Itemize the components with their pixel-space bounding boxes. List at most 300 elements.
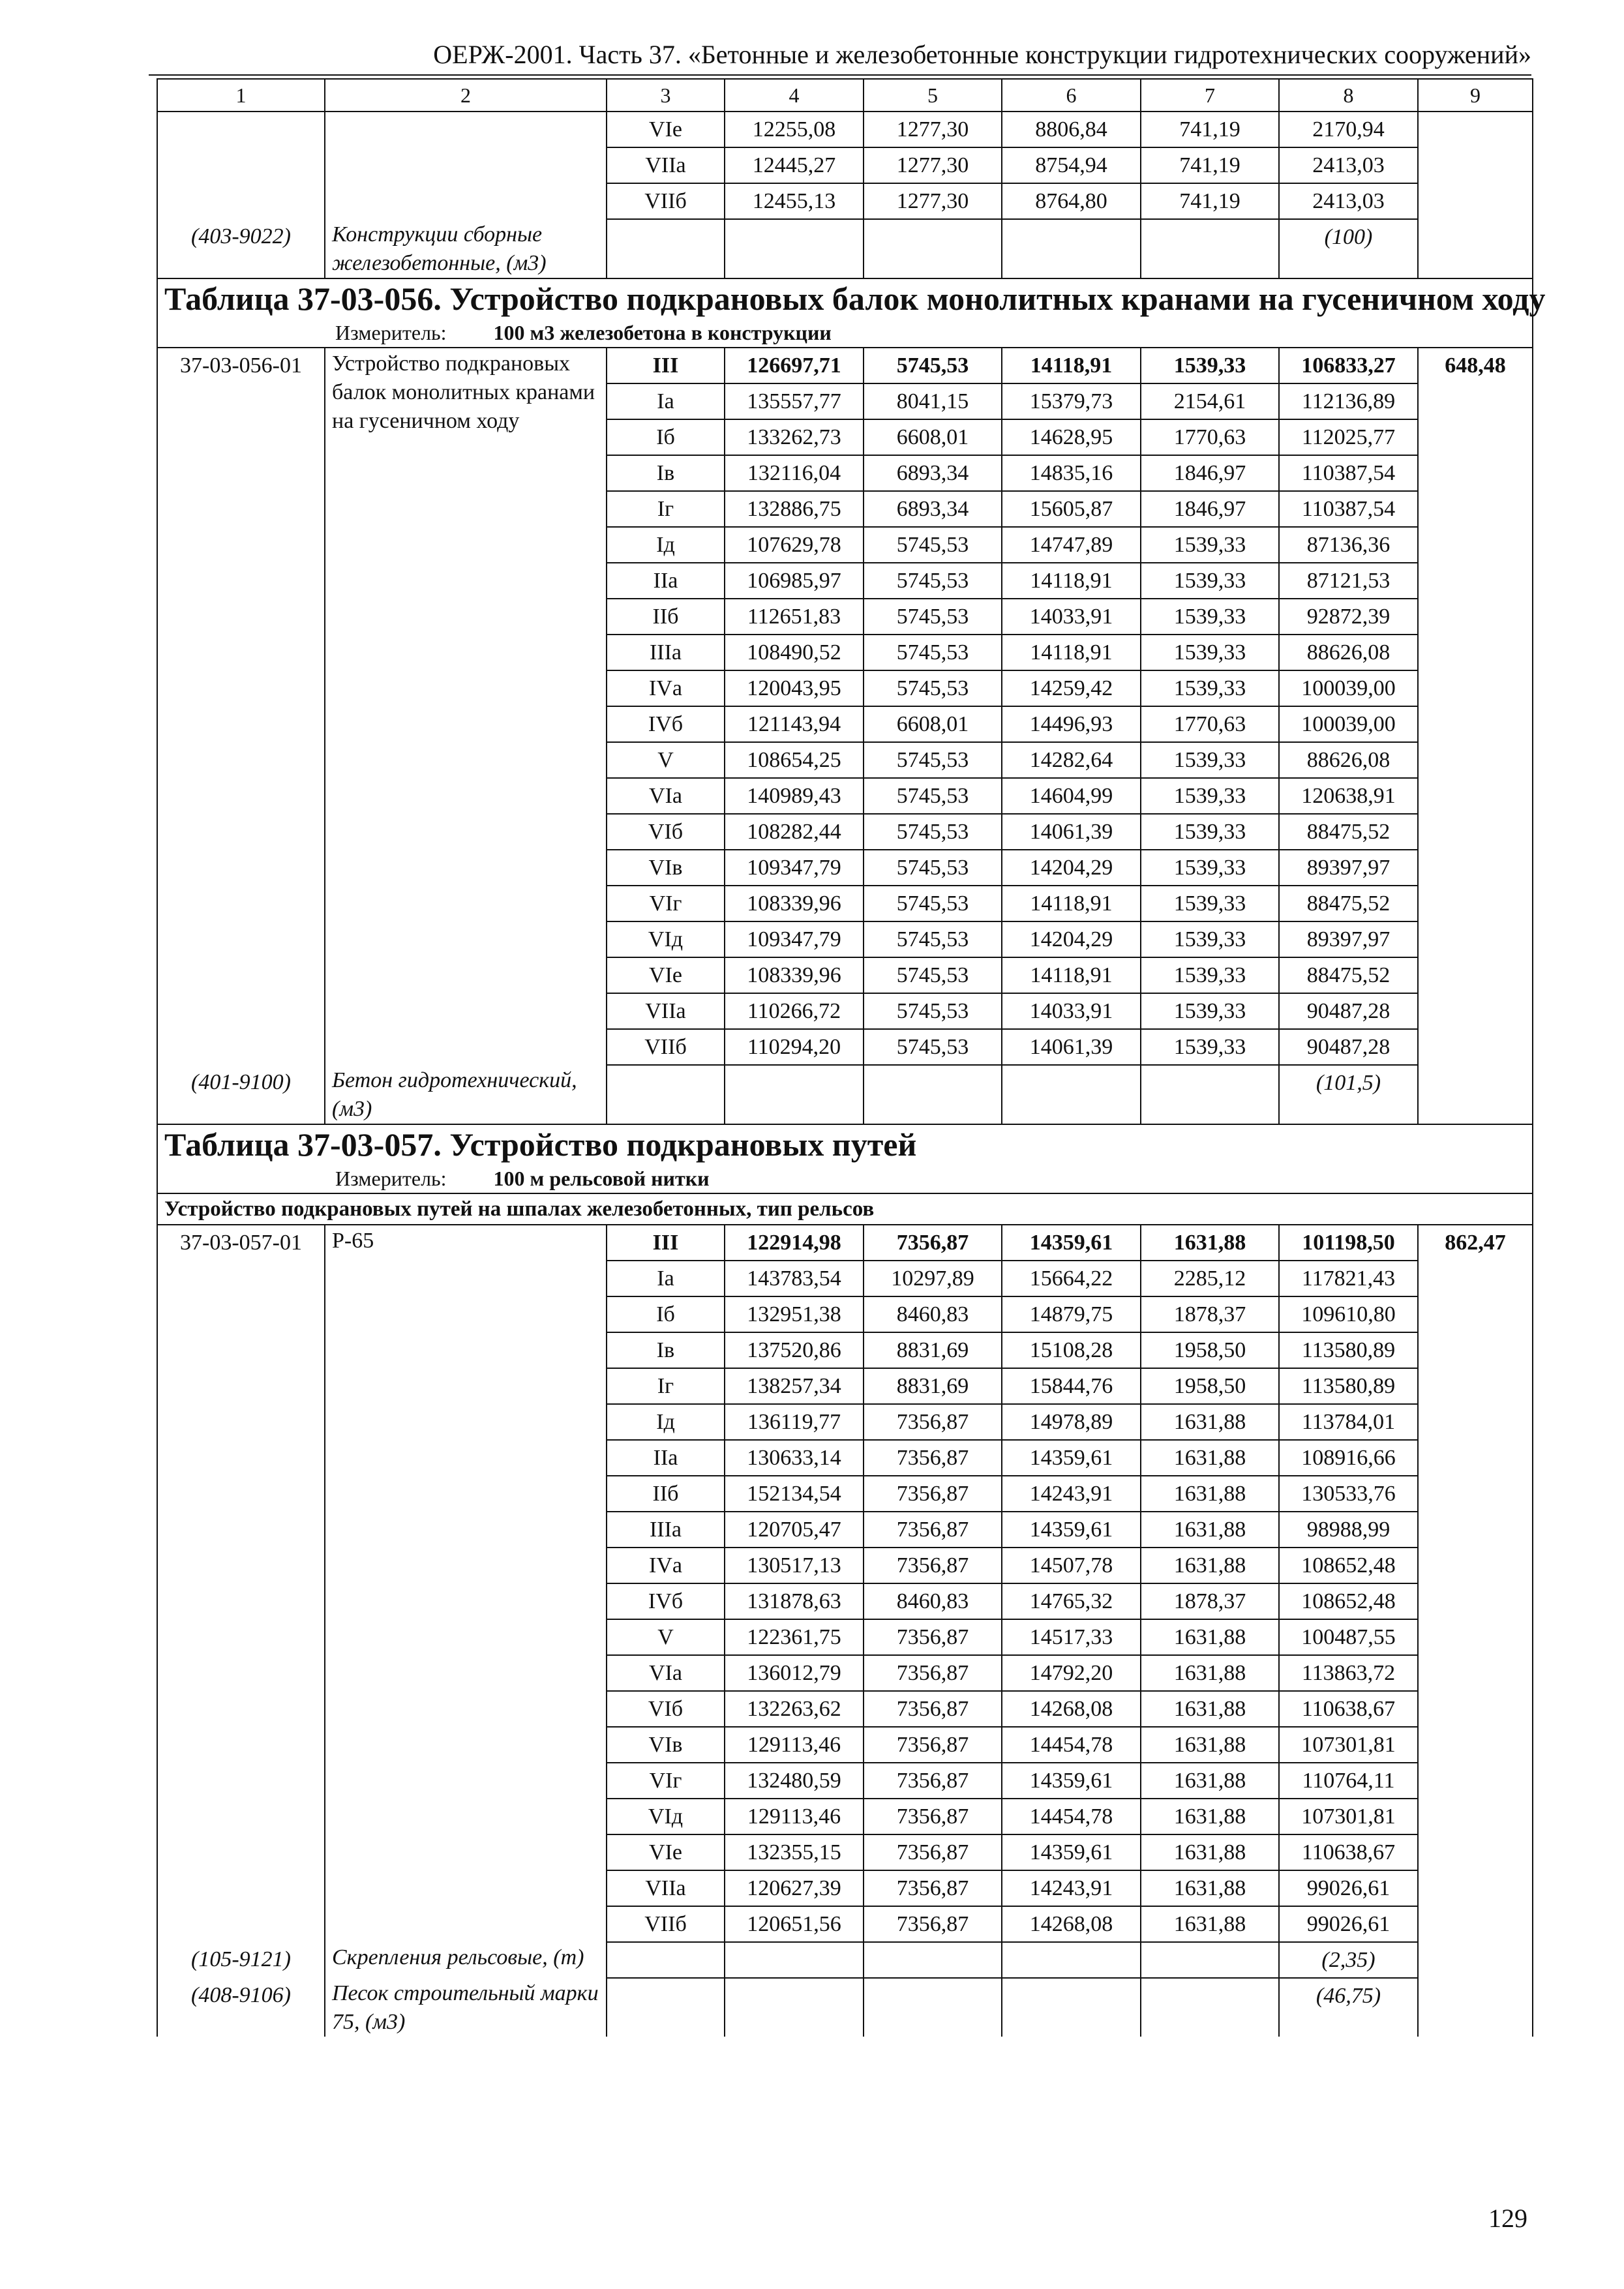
value-cell: 136012,79 (725, 1655, 864, 1691)
value-cell: 107301,81 (1279, 1799, 1418, 1834)
value-cell: 5745,53 (864, 348, 1002, 383)
value-cell: 6893,34 (864, 455, 1002, 491)
value-cell: 14359,61 (1002, 1440, 1141, 1476)
material-value: (101,5) (1279, 1065, 1418, 1124)
material-name (325, 1942, 607, 1978)
value-cell: 108339,96 (725, 957, 864, 993)
value-cell: 14061,39 (1002, 814, 1141, 850)
value-cell: 108339,96 (725, 886, 864, 921)
value-cell: 120651,56 (725, 1906, 864, 1942)
value-cell: 5745,53 (864, 635, 1002, 670)
value-cell: 14033,91 (1002, 599, 1141, 635)
value-cell: 1539,33 (1141, 563, 1279, 599)
value-cell: 120638,91 (1279, 778, 1418, 814)
value-cell: 6608,01 (864, 419, 1002, 455)
value-cell: 1631,88 (1141, 1476, 1279, 1512)
zone-cell: VIд (607, 921, 725, 957)
value-cell: 15605,87 (1002, 491, 1141, 527)
value-cell: 14243,91 (1002, 1476, 1141, 1512)
value-cell: 138257,34 (725, 1368, 864, 1404)
col9-value: 862,47 (1418, 1225, 1533, 2037)
table-title: Таблица 37-03-056. Устройство подкрановых балок монолитных кранами на гусеничном ходу (157, 278, 1533, 318)
value-cell: 6608,01 (864, 706, 1002, 742)
empty-cell (607, 1942, 725, 1978)
value-cell: 5745,53 (864, 957, 1002, 993)
value-cell: 129113,46 (725, 1799, 864, 1834)
value-cell: 5745,53 (864, 563, 1002, 599)
value-cell: 1539,33 (1141, 993, 1279, 1029)
value-cell: 106833,27 (1279, 348, 1418, 383)
value-cell: 7356,87 (864, 1870, 1002, 1906)
value-cell: 7356,87 (864, 1440, 1002, 1476)
value-cell: 1539,33 (1141, 348, 1279, 383)
code-cell: 37-03-057-01 (157, 1225, 325, 1942)
material-name-text: Песок строительный марки 75, (м3) (332, 1981, 599, 2034)
value-cell: 14517,33 (1002, 1619, 1141, 1655)
table-body (157, 79, 1546, 2037)
value-cell: 741,19 (1141, 147, 1279, 183)
value-cell: 143783,54 (725, 1261, 864, 1296)
value-cell: 14359,61 (1002, 1225, 1141, 1261)
value-cell: 14243,91 (1002, 1870, 1141, 1906)
value-cell: 1631,88 (1141, 1440, 1279, 1476)
value-cell: 2413,03 (1279, 183, 1418, 219)
value-cell: 14747,89 (1002, 527, 1141, 563)
value-cell: 120043,95 (725, 670, 864, 706)
value-cell: 12445,27 (725, 147, 864, 183)
value-cell: 5745,53 (864, 599, 1002, 635)
table-row (157, 112, 1533, 147)
material-code: (105-9121) (157, 1942, 325, 1978)
column-number: 2 (325, 79, 607, 112)
value-cell: 117821,43 (1279, 1261, 1418, 1296)
value-cell: 5745,53 (864, 886, 1002, 921)
value-cell: 2170,94 (1279, 112, 1418, 147)
value-cell: 8831,69 (864, 1368, 1002, 1404)
value-cell: 1631,88 (1141, 1799, 1279, 1834)
measure-value: 100 м рельсовой нитки (493, 1167, 710, 1190)
value-cell: 88475,52 (1279, 957, 1418, 993)
value-cell: 88626,08 (1279, 742, 1418, 778)
description-cell (325, 183, 607, 219)
value-cell: 112651,83 (725, 599, 864, 635)
value-cell: 100039,00 (1279, 706, 1418, 742)
value-cell: 15108,28 (1002, 1332, 1141, 1368)
value-cell: 1631,88 (1141, 1727, 1279, 1763)
description-cell (325, 1225, 607, 1942)
value-cell: 88475,52 (1279, 886, 1418, 921)
material-value: (2,35) (1279, 1942, 1418, 1978)
value-cell: 130533,76 (1279, 1476, 1418, 1512)
value-cell: 5745,53 (864, 850, 1002, 886)
value-cell: 7356,87 (864, 1512, 1002, 1548)
value-cell: 108916,66 (1279, 1440, 1418, 1476)
value-cell: 120705,47 (725, 1512, 864, 1548)
value-cell: 1539,33 (1141, 1029, 1279, 1065)
value-cell: 98988,99 (1279, 1512, 1418, 1548)
value-cell: 14204,29 (1002, 921, 1141, 957)
zone-cell: VIг (607, 1763, 725, 1799)
value-cell: 15844,76 (1002, 1368, 1141, 1404)
value-cell: 1878,37 (1141, 1296, 1279, 1332)
value-cell: 1878,37 (1141, 1583, 1279, 1619)
value-cell: 7356,87 (864, 1727, 1002, 1763)
value-cell: 99026,61 (1279, 1906, 1418, 1942)
value-cell: 1539,33 (1141, 670, 1279, 706)
column-number: 6 (1002, 79, 1141, 112)
column-number: 4 (725, 79, 864, 112)
empty-cell (607, 1978, 725, 2037)
zone-cell: VIе (607, 1834, 725, 1870)
empty-cell (607, 219, 725, 278)
material-row (157, 1065, 1533, 1124)
zone-cell: VIд (607, 1799, 725, 1834)
measure-cell (157, 1164, 1533, 1193)
value-cell: 87121,53 (1279, 563, 1418, 599)
value-cell: 1770,63 (1141, 706, 1279, 742)
page-header: ОЕРЖ-2001. Часть 37. «Бетонные и железобетонные конструкции гидротехнических сооружений» (433, 40, 1531, 69)
zone-cell: VIIа (607, 993, 725, 1029)
value-cell: 1539,33 (1141, 635, 1279, 670)
zone-cell: Iг (607, 1368, 725, 1404)
value-cell: 10297,89 (864, 1261, 1002, 1296)
zone-cell: VIб (607, 814, 725, 850)
value-cell: 14978,89 (1002, 1404, 1141, 1440)
value-cell: 1539,33 (1141, 599, 1279, 635)
material-code: (408-9106) (157, 1978, 325, 2037)
value-cell: 1631,88 (1141, 1404, 1279, 1440)
value-cell: 136119,77 (725, 1404, 864, 1440)
zone-cell: Iг (607, 491, 725, 527)
material-value: (100) (1279, 219, 1418, 278)
value-cell: 5745,53 (864, 921, 1002, 957)
empty-cell (864, 1065, 1002, 1124)
value-cell: 1539,33 (1141, 886, 1279, 921)
table-row (157, 183, 1533, 219)
material-row (157, 219, 1533, 278)
code-cell (157, 112, 325, 147)
material-name-text: Конструкции сборные железобетонные, (м3) (332, 222, 547, 275)
value-cell: 1631,88 (1141, 1906, 1279, 1942)
header-rule (149, 74, 1531, 76)
value-cell: 110764,11 (1279, 1763, 1418, 1799)
zone-cell: VIIа (607, 1870, 725, 1906)
page-number: 129 (1488, 2204, 1527, 2233)
zone-cell: III (607, 1225, 725, 1261)
value-cell: 14604,99 (1002, 778, 1141, 814)
value-cell: 8764,80 (1002, 183, 1141, 219)
zone-cell: VIв (607, 850, 725, 886)
material-row (157, 1942, 1533, 1978)
value-cell: 1277,30 (864, 183, 1002, 219)
value-cell: 14359,61 (1002, 1834, 1141, 1870)
value-cell: 109347,79 (725, 921, 864, 957)
measure-row (157, 318, 1533, 348)
value-cell: 1770,63 (1141, 419, 1279, 455)
value-cell: 132355,15 (725, 1834, 864, 1870)
value-cell: 1631,88 (1141, 1512, 1279, 1548)
value-cell: 135557,77 (725, 383, 864, 419)
value-cell: 1631,88 (1141, 1548, 1279, 1583)
value-cell: 8806,84 (1002, 112, 1141, 147)
zone-cell: Iд (607, 527, 725, 563)
table-row (157, 1225, 1533, 1261)
value-cell: 113580,89 (1279, 1368, 1418, 1404)
empty-cell (1141, 219, 1279, 278)
zone-cell: V (607, 742, 725, 778)
value-cell: 132116,04 (725, 455, 864, 491)
value-cell: 8754,94 (1002, 147, 1141, 183)
value-cell: 132263,62 (725, 1691, 864, 1727)
description-text: Устройство подкрановых балок монолитных кранами на гусеничном ходу (332, 352, 595, 433)
value-cell: 5745,53 (864, 1029, 1002, 1065)
value-cell: 7356,87 (864, 1834, 1002, 1870)
value-cell: 101198,50 (1279, 1225, 1418, 1261)
value-cell: 88626,08 (1279, 635, 1418, 670)
value-cell: 8460,83 (864, 1296, 1002, 1332)
material-value: (46,75) (1279, 1978, 1418, 2037)
value-cell: 87136,36 (1279, 527, 1418, 563)
empty-cell (864, 1978, 1002, 2037)
value-cell: 2285,12 (1141, 1261, 1279, 1296)
value-cell: 1958,50 (1141, 1368, 1279, 1404)
col9-cell (1418, 183, 1533, 219)
value-cell: 1631,88 (1141, 1225, 1279, 1261)
value-cell: 108654,25 (725, 742, 864, 778)
material-name (325, 1978, 607, 2037)
value-cell: 14835,16 (1002, 455, 1141, 491)
value-cell: 15379,73 (1002, 383, 1141, 419)
value-cell: 1539,33 (1141, 527, 1279, 563)
value-cell: 14061,39 (1002, 1029, 1141, 1065)
value-cell: 126697,71 (725, 348, 864, 383)
col9-cell (1418, 219, 1533, 278)
value-cell: 108652,48 (1279, 1548, 1418, 1583)
value-cell: 1539,33 (1141, 850, 1279, 886)
value-cell: 106985,97 (725, 563, 864, 599)
zone-cell: VIг (607, 886, 725, 921)
empty-cell (1002, 1978, 1141, 2037)
material-code: (401-9100) (157, 1065, 325, 1124)
zone-cell: VIIб (607, 1029, 725, 1065)
material-name (325, 219, 607, 278)
value-cell: 7356,87 (864, 1691, 1002, 1727)
value-cell: 108282,44 (725, 814, 864, 850)
empty-cell (1141, 1942, 1279, 1978)
value-cell: 110294,20 (725, 1029, 864, 1065)
zone-cell: VIв (607, 1727, 725, 1763)
zone-cell: IIб (607, 1476, 725, 1512)
value-cell: 133262,73 (725, 419, 864, 455)
value-cell: 7356,87 (864, 1763, 1002, 1799)
value-cell: 129113,46 (725, 1727, 864, 1763)
value-cell: 1631,88 (1141, 1691, 1279, 1727)
measure-value: 100 м3 железобетона в конструкции (493, 321, 832, 344)
zone-cell: IVа (607, 670, 725, 706)
value-cell: 741,19 (1141, 112, 1279, 147)
empty-cell (725, 1065, 864, 1124)
value-cell: 1539,33 (1141, 778, 1279, 814)
column-number: 1 (157, 79, 325, 112)
value-cell: 5745,53 (864, 670, 1002, 706)
zone-cell: IVб (607, 1583, 725, 1619)
description-cell (325, 348, 607, 1065)
value-cell: 112025,77 (1279, 419, 1418, 455)
value-cell: 5745,53 (864, 742, 1002, 778)
code-cell: 37-03-056-01 (157, 348, 325, 1065)
value-cell: 137520,86 (725, 1332, 864, 1368)
value-cell: 14268,08 (1002, 1691, 1141, 1727)
value-cell: 1846,97 (1141, 455, 1279, 491)
value-cell: 90487,28 (1279, 993, 1418, 1029)
zone-cell: VIIб (607, 1906, 725, 1942)
zone-cell: Iб (607, 419, 725, 455)
description-text: Р-65 (332, 1229, 374, 1253)
value-cell: 7356,87 (864, 1906, 1002, 1942)
empty-cell (864, 219, 1002, 278)
zone-cell: IIа (607, 563, 725, 599)
material-name-text: Бетон гидротехнический, (м3) (332, 1068, 577, 1121)
column-number: 5 (864, 79, 1002, 112)
value-cell: 14765,32 (1002, 1583, 1141, 1619)
value-cell: 1277,30 (864, 112, 1002, 147)
value-cell: 121143,94 (725, 706, 864, 742)
value-cell: 7356,87 (864, 1619, 1002, 1655)
value-cell: 8460,83 (864, 1583, 1002, 1619)
value-cell: 7356,87 (864, 1225, 1002, 1261)
empty-cell (1002, 1065, 1141, 1124)
value-cell: 132480,59 (725, 1763, 864, 1799)
value-cell: 1631,88 (1141, 1619, 1279, 1655)
zone-cell: Iв (607, 1332, 725, 1368)
table-title-row (157, 1124, 1533, 1164)
value-cell: 130633,14 (725, 1440, 864, 1476)
value-cell: 14118,91 (1002, 348, 1141, 383)
zone-cell: VIIб (607, 183, 725, 219)
value-cell: 1631,88 (1141, 1655, 1279, 1691)
value-cell: 110638,67 (1279, 1834, 1418, 1870)
value-cell: 14118,91 (1002, 957, 1141, 993)
material-name (325, 1065, 607, 1124)
zone-cell: IVб (607, 706, 725, 742)
table-title: Таблица 37-03-057. Устройство подкрановых путей (157, 1124, 1533, 1164)
table-row (157, 348, 1533, 383)
zone-cell: Iв (607, 455, 725, 491)
measure-label: Измеритель: (335, 1167, 447, 1190)
col9-value: 648,48 (1418, 348, 1533, 1124)
value-cell: 8041,15 (864, 383, 1002, 419)
material-code: (403-9022) (157, 219, 325, 278)
estimate-table (157, 78, 1546, 2037)
value-cell: 14628,95 (1002, 419, 1141, 455)
value-cell: 12255,08 (725, 112, 864, 147)
value-cell: 8831,69 (864, 1332, 1002, 1368)
value-cell: 1539,33 (1141, 742, 1279, 778)
value-cell: 108652,48 (1279, 1583, 1418, 1619)
value-cell: 5745,53 (864, 778, 1002, 814)
value-cell: 1539,33 (1141, 957, 1279, 993)
value-cell: 7356,87 (864, 1655, 1002, 1691)
zone-cell: Iд (607, 1404, 725, 1440)
empty-cell (1002, 1942, 1141, 1978)
value-cell: 14204,29 (1002, 850, 1141, 886)
table-title-row (157, 278, 1533, 318)
measure-label: Измеритель: (335, 321, 447, 344)
value-cell: 2413,03 (1279, 147, 1418, 183)
empty-cell (1002, 219, 1141, 278)
empty-cell (725, 1942, 864, 1978)
zone-cell: VIIа (607, 147, 725, 183)
value-cell: 14507,78 (1002, 1548, 1141, 1583)
value-cell: 99026,61 (1279, 1870, 1418, 1906)
code-cell (157, 147, 325, 183)
code-cell (157, 183, 325, 219)
value-cell: 7356,87 (864, 1799, 1002, 1834)
value-cell: 7356,87 (864, 1548, 1002, 1583)
value-cell: 1631,88 (1141, 1870, 1279, 1906)
value-cell: 6893,34 (864, 491, 1002, 527)
value-cell: 14118,91 (1002, 886, 1141, 921)
value-cell: 1631,88 (1141, 1834, 1279, 1870)
value-cell: 122914,98 (725, 1225, 864, 1261)
value-cell: 7356,87 (864, 1404, 1002, 1440)
col9-cell (1418, 112, 1533, 147)
value-cell: 152134,54 (725, 1476, 864, 1512)
value-cell: 5745,53 (864, 814, 1002, 850)
value-cell: 14282,64 (1002, 742, 1141, 778)
value-cell: 14268,08 (1002, 1906, 1141, 1942)
value-cell: 1958,50 (1141, 1332, 1279, 1368)
value-cell: 109347,79 (725, 850, 864, 886)
zone-cell: IIIа (607, 1512, 725, 1548)
value-cell: 1277,30 (864, 147, 1002, 183)
value-cell: 1539,33 (1141, 814, 1279, 850)
value-cell: 110387,54 (1279, 491, 1418, 527)
value-cell: 14259,42 (1002, 670, 1141, 706)
value-cell: 92872,39 (1279, 599, 1418, 635)
description-cell (325, 147, 607, 183)
value-cell: 108490,52 (725, 635, 864, 670)
zone-cell: III (607, 348, 725, 383)
zone-cell: V (607, 1619, 725, 1655)
empty-cell (1141, 1978, 1279, 2037)
empty-cell (725, 219, 864, 278)
value-cell: 1631,88 (1141, 1763, 1279, 1799)
table-row (157, 147, 1533, 183)
column-number: 9 (1418, 79, 1533, 112)
value-cell: 131878,63 (725, 1583, 864, 1619)
zone-cell: VIе (607, 112, 725, 147)
column-number: 3 (607, 79, 725, 112)
value-cell: 112136,89 (1279, 383, 1418, 419)
value-cell: 2154,61 (1141, 383, 1279, 419)
zone-cell: IIб (607, 599, 725, 635)
value-cell: 110266,72 (725, 993, 864, 1029)
value-cell: 14033,91 (1002, 993, 1141, 1029)
value-cell: 120627,39 (725, 1870, 864, 1906)
empty-cell (725, 1978, 864, 2037)
empty-cell (1141, 1065, 1279, 1124)
value-cell: 110638,67 (1279, 1691, 1418, 1727)
zone-cell: IVа (607, 1548, 725, 1583)
value-cell: 14118,91 (1002, 635, 1141, 670)
material-name-text: Скрепления рельсовые, (т) (332, 1945, 584, 1969)
measure-row (157, 1164, 1533, 1193)
value-cell: 132951,38 (725, 1296, 864, 1332)
value-cell: 110387,54 (1279, 455, 1418, 491)
value-cell: 88475,52 (1279, 814, 1418, 850)
value-cell: 100039,00 (1279, 670, 1418, 706)
